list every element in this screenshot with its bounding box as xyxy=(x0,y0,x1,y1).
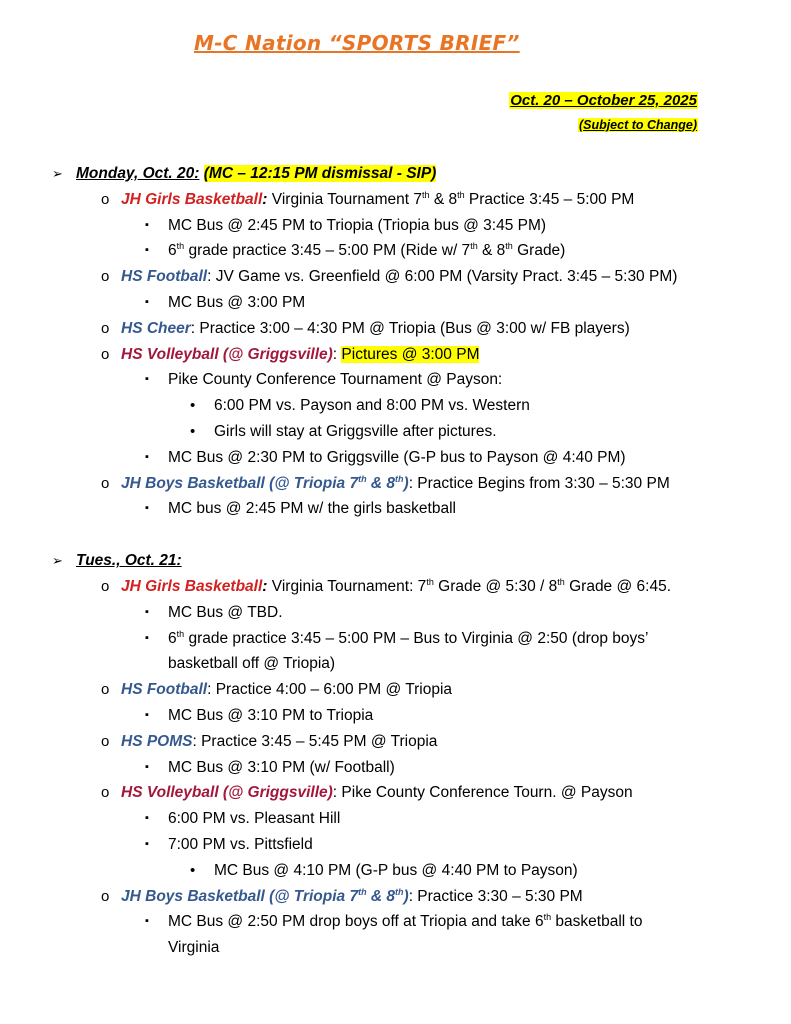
text: Grade @ 6:45. xyxy=(564,577,672,595)
text: JH Boys Basketball (@ Triopia 7 xyxy=(121,474,359,492)
day-heading-tuesday xyxy=(0,548,791,574)
team-name: JH Girls Basketball xyxy=(121,190,263,208)
text: ) xyxy=(403,887,409,905)
list-item xyxy=(0,419,791,445)
circle-bullet-icon: o xyxy=(101,681,110,699)
text: Grade @ 5:30 / 8 xyxy=(433,577,558,595)
list-item xyxy=(0,316,791,342)
square-bullet-icon: ▪ xyxy=(145,450,149,463)
page-title: M-C Nation “SPORTS BRIEF” xyxy=(194,31,520,55)
list-item xyxy=(0,342,791,368)
text: & 8 xyxy=(366,887,396,905)
square-bullet-icon: ▪ xyxy=(145,605,149,618)
sup: th xyxy=(426,576,434,587)
text: basketball to xyxy=(551,913,643,931)
dot-bullet-icon: • xyxy=(190,422,196,440)
square-bullet-icon: ▪ xyxy=(145,218,149,231)
spacer xyxy=(0,522,791,548)
square-bullet-icon: ▪ xyxy=(145,631,149,644)
team-name: HS Football xyxy=(121,681,208,699)
list-item xyxy=(0,471,791,497)
list-item xyxy=(0,264,791,290)
subject-to-change-note: (Subject to Change) xyxy=(578,118,697,132)
text: Practice 3:45 – 5:00 PM xyxy=(464,190,635,208)
text: Virginia Tournament 7 xyxy=(267,190,422,208)
day-label: Monday, Oct. 20: xyxy=(76,165,200,182)
list-item xyxy=(0,626,791,652)
circle-bullet-icon: o xyxy=(101,190,110,208)
text: JH Boys Basketball (@ Triopia 7 xyxy=(121,887,359,905)
text: : JV Game vs. Greenfield @ 6:00 PM (Varsity Pract. 3:45 – 5:30 PM) xyxy=(207,268,678,286)
square-bullet-icon: ▪ xyxy=(145,915,149,928)
text: basketball off @ Triopia) xyxy=(168,655,336,673)
sup: th xyxy=(470,241,478,252)
list-item xyxy=(0,677,791,703)
list-item-continuation xyxy=(0,935,791,961)
list-item xyxy=(0,238,791,264)
dot-bullet-icon: • xyxy=(190,397,196,415)
square-bullet-icon: ▪ xyxy=(145,373,149,386)
circle-bullet-icon: o xyxy=(101,577,110,595)
square-bullet-icon: ▪ xyxy=(145,295,149,308)
sup: th xyxy=(395,473,404,484)
sup: th xyxy=(457,189,465,200)
text: MC Bus @ 4:10 PM (G-P bus @ 4:40 PM to Payson) xyxy=(214,861,578,879)
list-item xyxy=(0,600,791,626)
colon: : xyxy=(262,190,268,208)
sup: th xyxy=(176,628,185,639)
text: MC Bus @ 3:10 PM to Triopia xyxy=(168,706,374,724)
team-name: HS Volleyball (@ Griggsville) xyxy=(121,784,333,802)
text: : xyxy=(332,345,342,363)
dismissal-note: (MC – 12:15 PM dismissal - SIP) xyxy=(203,165,437,182)
text: 6:00 PM vs. Pleasant Hill xyxy=(168,810,341,828)
team-name xyxy=(121,475,409,492)
list-item xyxy=(0,909,791,935)
team-name: JH Girls Basketball xyxy=(121,577,263,595)
text: grade practice 3:45 – 5:00 PM – Bus to Virginia @ 2:50 (drop boys’ xyxy=(184,629,649,647)
list-item-continuation xyxy=(0,651,791,677)
list-item xyxy=(0,496,791,522)
colon: : xyxy=(262,577,268,595)
day-label: Tues., Oct. 21: xyxy=(76,552,182,570)
arrow-bullet-icon: ➢ xyxy=(52,166,63,181)
list-item xyxy=(0,755,791,781)
arrow-bullet-icon: ➢ xyxy=(52,553,63,569)
text: Grade) xyxy=(512,242,566,260)
list-item xyxy=(0,367,791,393)
text: MC Bus @ 2:50 PM drop boys off at Triopia and take 6 xyxy=(168,913,544,931)
text: & 8 xyxy=(366,474,396,492)
square-bullet-icon: ▪ xyxy=(145,708,149,721)
sup: th xyxy=(395,886,404,897)
text: : Practice 3:45 – 5:45 PM @ Triopia xyxy=(192,732,438,750)
day-heading-monday xyxy=(0,161,791,187)
text: 6 xyxy=(168,242,177,260)
list-item xyxy=(0,290,791,316)
dot-bullet-icon: • xyxy=(190,861,196,879)
circle-bullet-icon: o xyxy=(101,268,110,286)
text: Girls will stay at Griggsville after pictures. xyxy=(214,422,497,440)
circle-bullet-icon: o xyxy=(101,345,110,363)
pictures-highlight: Pictures @ 3:00 PM xyxy=(341,345,480,363)
text: 7:00 PM vs. Pittsfield xyxy=(168,835,313,853)
circle-bullet-icon: o xyxy=(101,732,110,750)
text: : Practice 4:00 – 6:00 PM @ Triopia xyxy=(207,681,453,699)
text: Virginia xyxy=(168,939,220,957)
list-item xyxy=(0,187,791,213)
list-item xyxy=(0,858,791,884)
circle-bullet-icon: o xyxy=(101,784,110,802)
text: : Pike County Conference Tourn. @ Payson xyxy=(332,784,633,802)
text: MC Bus @ TBD. xyxy=(168,603,283,621)
circle-bullet-icon: o xyxy=(101,887,110,905)
text: : Practice 3:30 – 5:30 PM xyxy=(408,887,583,905)
text: ) xyxy=(403,474,409,492)
team-name xyxy=(121,888,409,905)
square-bullet-icon: ▪ xyxy=(145,502,149,515)
team-name: HS Cheer xyxy=(121,319,191,337)
sup: th xyxy=(176,241,185,252)
list-item xyxy=(0,729,791,755)
list-item xyxy=(0,445,791,471)
text: 6:00 PM vs. Payson and 8:00 PM vs. Western xyxy=(214,397,530,415)
text: & 8 xyxy=(477,242,506,260)
sup: th xyxy=(358,886,367,897)
text: Pike County Conference Tournament @ Payson: xyxy=(168,371,503,389)
schedule xyxy=(0,161,791,961)
square-bullet-icon: ▪ xyxy=(145,837,149,850)
square-bullet-icon: ▪ xyxy=(145,812,149,825)
list-item xyxy=(0,393,791,419)
sup: th xyxy=(557,576,565,587)
sup: th xyxy=(505,241,513,252)
sup: th xyxy=(422,189,430,200)
text: Virginia Tournament: 7 xyxy=(267,577,427,595)
square-bullet-icon: ▪ xyxy=(145,244,149,257)
sup: th xyxy=(543,912,552,923)
circle-bullet-icon: o xyxy=(101,474,110,492)
circle-bullet-icon: o xyxy=(101,319,110,337)
list-item xyxy=(0,574,791,600)
text: grade practice 3:45 – 5:00 PM (Ride w/ 7 xyxy=(184,242,471,260)
text: MC bus @ 2:45 PM w/ the girls basketball xyxy=(168,500,456,518)
list-item xyxy=(0,703,791,729)
team-name: HS Football xyxy=(121,268,208,286)
list-item xyxy=(0,806,791,832)
text: : Practice Begins from 3:30 – 5:30 PM xyxy=(408,474,670,492)
team-name: HS Volleyball (@ Griggsville) xyxy=(121,345,333,363)
date-range: Oct. 20 – October 25, 2025 xyxy=(510,92,697,109)
text: MC Bus @ 3:10 PM (w/ Football) xyxy=(168,758,395,776)
team-name: HS POMS xyxy=(121,732,193,750)
square-bullet-icon: ▪ xyxy=(145,760,149,773)
list-item xyxy=(0,780,791,806)
text: MC Bus @ 2:45 PM to Triopia (Triopia bus @ 3:45 PM) xyxy=(168,216,547,234)
list-item xyxy=(0,884,791,910)
text: : Practice 3:00 – 4:30 PM @ Triopia (Bus @ 3:00 w/ FB players) xyxy=(190,319,630,337)
text: MC Bus @ 2:30 PM to Griggsville (G-P bus to Payson @ 4:40 PM) xyxy=(168,448,626,466)
sup: th xyxy=(358,473,367,484)
text: 6 xyxy=(168,629,177,647)
list-item xyxy=(0,213,791,239)
text: MC Bus @ 3:00 PM xyxy=(168,293,306,311)
text: & 8 xyxy=(429,190,458,208)
list-item xyxy=(0,832,791,858)
